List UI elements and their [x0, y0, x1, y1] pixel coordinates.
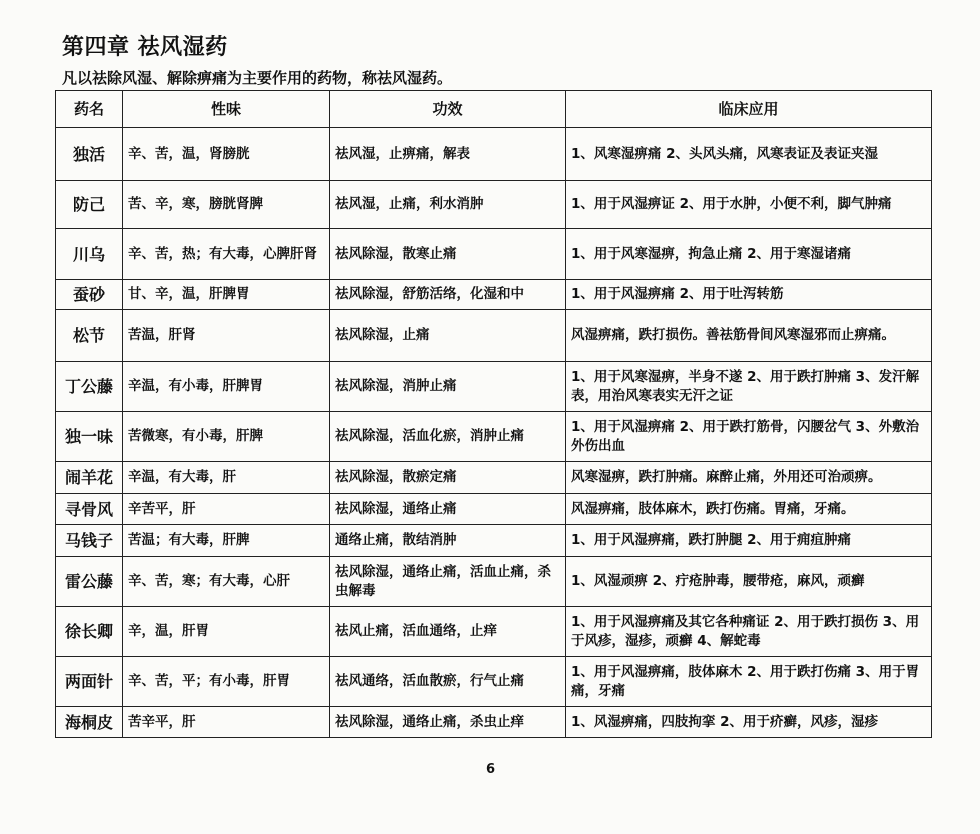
herb-effect: 祛风止痛，活血通络，止痒 [330, 607, 566, 657]
herb-usage: 风湿痹痛，肢体麻木，跌打伤痛。胃痛，牙痛。 [566, 494, 932, 525]
herb-usage: 1、风寒湿痹痛 2、头风头痛，风寒表证及表证夹湿 [566, 128, 932, 181]
herb-nature: 苦辛平，肝 [123, 707, 330, 738]
herb-nature: 辛苦平，肝 [123, 494, 330, 525]
table-row [56, 707, 932, 738]
herb-effect: 祛风通络，活血散瘀，行气止痛 [330, 657, 566, 707]
herb-usage: 1、风湿痹痛，四肢拘挛 2、用于疥癣，风疹，湿疹 [566, 707, 932, 738]
header-effect: 功效 [330, 91, 566, 128]
table-row [56, 462, 932, 494]
herb-usage: 1、风湿顽痹 2、疔疮肿毒，腰带疮，麻风，顽癣 [566, 557, 932, 607]
herb-nature: 苦、辛，寒，膀胱肾脾 [123, 181, 330, 229]
herb-nature: 辛、苦，平；有小毒，肝胃 [123, 657, 330, 707]
herb-nature: 苦微寒，有小毒，肝脾 [123, 412, 330, 462]
table-row [56, 607, 932, 657]
header-name: 药名 [56, 91, 123, 128]
herb-name: 寻骨风 [56, 494, 123, 525]
chapter-title: 第四章 祛风湿药 [62, 35, 228, 60]
herb-name: 川乌 [56, 229, 123, 280]
herb-name: 海桐皮 [56, 707, 123, 738]
herb-effect: 通络止痛，散结消肿 [330, 525, 566, 557]
herb-usage: 1、用于风湿痹证 2、用于水肿，小便不利，脚气肿痛 [566, 181, 932, 229]
table-header-row [56, 91, 932, 128]
herb-name: 独活 [56, 128, 123, 181]
herb-usage: 1、用于风湿痹痛，肢体麻木 2、用于跌打伤痛 3、用于胃痛，牙痛 [566, 657, 932, 707]
herb-nature: 辛、苦，温，肾膀胱 [123, 128, 330, 181]
table-row [56, 181, 932, 229]
herb-effect: 祛风除湿，散瘀定痛 [330, 462, 566, 494]
herb-nature: 辛、苦，热；有大毒，心脾肝肾 [123, 229, 330, 280]
herb-effect: 祛风除湿，消肿止痛 [330, 362, 566, 412]
herb-nature: 辛、苦，寒；有大毒，心肝 [123, 557, 330, 607]
herb-effect: 祛风除湿，活血化瘀，消肿止痛 [330, 412, 566, 462]
table-row [56, 362, 932, 412]
herb-usage: 1、用于风湿痹痛 2、用于跌打筋骨，闪腰岔气 3、外敷治外伤出血 [566, 412, 932, 462]
herb-effect: 祛风除湿，舒筋活络，化湿和中 [330, 280, 566, 310]
herb-effect: 祛风湿，止痹痛，解表 [330, 128, 566, 181]
header-usage: 临床应用 [566, 91, 932, 128]
herb-effect: 祛风湿，止痛，利水消肿 [330, 181, 566, 229]
page-number: 6 [486, 762, 496, 777]
herb-name: 蚕砂 [56, 280, 123, 310]
header-nature: 性味 [123, 91, 330, 128]
herb-usage: 1、用于风湿痹痛，跌打肿腿 2、用于痈疽肿痛 [566, 525, 932, 557]
herb-usage: 1、用于风湿痹痛 2、用于吐泻转筋 [566, 280, 932, 310]
herb-name: 马钱子 [56, 525, 123, 557]
herb-usage: 1、用于风湿痹痛及其它各种痛证 2、用于跌打损伤 3、用于风疹，湿疹，顽癣 4、解蛇毒 [566, 607, 932, 657]
table-row [56, 280, 932, 310]
herb-effect: 祛风除湿，通络止痛，活血止痛，杀虫解毒 [330, 557, 566, 607]
herb-name: 防己 [56, 181, 123, 229]
herb-name: 松节 [56, 310, 123, 362]
herb-effect: 祛风除湿，散寒止痛 [330, 229, 566, 280]
herb-effect: 祛风除湿，通络止痛 [330, 494, 566, 525]
herb-effect: 祛风除湿，止痛 [330, 310, 566, 362]
herb-nature: 辛温，有小毒，肝脾胃 [123, 362, 330, 412]
herb-name: 两面针 [56, 657, 123, 707]
herb-name: 丁公藤 [56, 362, 123, 412]
chapter-intro: 凡以祛除风湿、解除痹痛为主要作用的药物，称祛风湿药。 [62, 69, 453, 87]
herb-nature: 辛温，有大毒，肝 [123, 462, 330, 494]
table-row [56, 128, 932, 181]
herb-nature: 苦温，肝肾 [123, 310, 330, 362]
herb-nature: 辛，温，肝胃 [123, 607, 330, 657]
herb-usage: 1、用于风寒湿痹，拘急止痛 2、用于寒湿诸痛 [566, 229, 932, 280]
herb-usage: 1、用于风寒湿痹，半身不遂 2、用于跌打肿痛 3、发汗解表，用治风寒表实无汗之证 [566, 362, 932, 412]
herb-nature: 甘、辛，温，肝脾胃 [123, 280, 330, 310]
table-row [56, 310, 932, 362]
herb-name: 独一味 [56, 412, 123, 462]
herb-nature: 苦温；有大毒，肝脾 [123, 525, 330, 557]
table-row [56, 494, 932, 525]
table-row [56, 657, 932, 707]
herb-name: 雷公藤 [56, 557, 123, 607]
herb-name: 闹羊花 [56, 462, 123, 494]
herb-usage: 风湿痹痛，跌打损伤。善祛筋骨间风寒湿邪而止痹痛。 [566, 310, 932, 362]
herb-table [55, 90, 932, 738]
herb-name: 徐长卿 [56, 607, 123, 657]
herb-effect: 祛风除湿，通络止痛，杀虫止痒 [330, 707, 566, 738]
table-row [56, 525, 932, 557]
table-row [56, 229, 932, 280]
table-row [56, 412, 932, 462]
herb-usage: 风寒湿痹，跌打肿痛。麻醉止痛，外用还可治顽痹。 [566, 462, 932, 494]
table-row [56, 557, 932, 607]
